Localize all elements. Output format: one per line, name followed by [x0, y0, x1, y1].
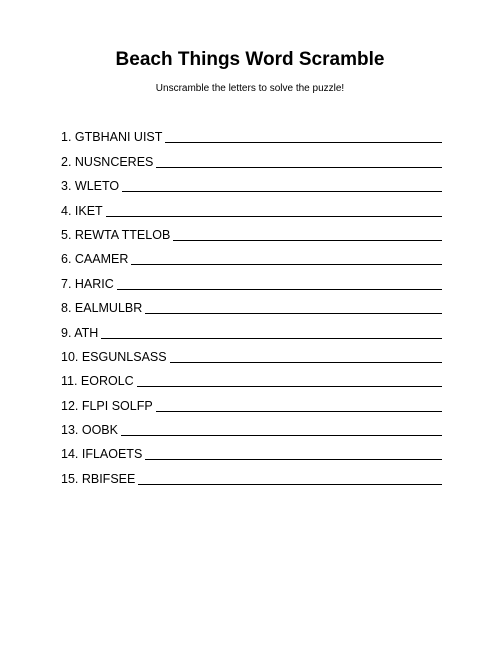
scrambled-word-label: 5. REWTA TTELOB — [61, 227, 171, 242]
scramble-question-14 — [61, 438, 442, 462]
scrambled-word-label: 11. EOROLC — [61, 374, 134, 389]
worksheet-title: Beach Things Word Scramble — [115, 49, 385, 70]
scramble-question-10 — [61, 341, 442, 365]
scrambled-word-label: 4. IKET — [61, 203, 103, 218]
scrambled-word-label: 10. ESGUNLSASS — [61, 349, 167, 364]
scrambled-word-label: 13. OOBK — [61, 423, 118, 438]
scramble-question-13 — [61, 414, 442, 438]
answer-blank-2[interactable] — [156, 167, 442, 168]
answer-blank-6[interactable] — [131, 264, 442, 265]
answer-blank-12[interactable] — [156, 411, 442, 412]
scramble-question-15 — [61, 462, 442, 486]
scramble-question-3 — [61, 170, 442, 194]
scrambled-word-label: 3. WLETO — [61, 179, 120, 194]
scramble-question-2 — [61, 145, 442, 169]
answer-blank-8[interactable] — [145, 313, 442, 314]
worksheet-instructions: Unscramble the letters to solve the puzzle! — [155, 83, 345, 94]
answer-blank-3[interactable] — [122, 191, 442, 192]
answer-blank-15[interactable] — [138, 484, 442, 485]
scrambled-word-label: 1. GTBHANI UIST — [61, 130, 163, 145]
answer-blank-11[interactable] — [137, 386, 442, 387]
scramble-question-4 — [61, 194, 442, 218]
scramble-question-5 — [61, 219, 442, 243]
scramble-question-8 — [61, 292, 442, 316]
scrambled-word-label: 12. FLPI SOLFP — [61, 398, 153, 413]
scrambled-word-label: 6. CAAMER — [61, 252, 129, 267]
answer-blank-13[interactable] — [121, 435, 442, 436]
scramble-question-7 — [61, 267, 442, 291]
scramble-question-1 — [61, 121, 442, 145]
scrambled-word-label: 8. EALMULBR — [61, 301, 143, 316]
scrambled-word-label: 9. ATH — [61, 325, 99, 340]
scrambled-word-label: 7. HARIC — [61, 276, 114, 291]
answer-blank-10[interactable] — [170, 362, 442, 363]
scrambled-word-label: 2. NUSNCERES — [61, 154, 154, 169]
scramble-question-12 — [61, 389, 442, 413]
answer-blank-5[interactable] — [173, 240, 442, 241]
scramble-question-11 — [61, 365, 442, 389]
scramble-question-list — [61, 121, 442, 487]
answer-blank-4[interactable] — [106, 216, 442, 217]
answer-blank-14[interactable] — [145, 459, 442, 460]
scrambled-word-label: 15. RBIFSEE — [61, 471, 136, 486]
scramble-question-6 — [61, 243, 442, 267]
scramble-question-9 — [61, 316, 442, 340]
answer-blank-9[interactable] — [101, 338, 442, 339]
answer-blank-7[interactable] — [117, 289, 442, 290]
scrambled-word-label: 14. IFLAOETS — [61, 447, 143, 462]
answer-blank-1[interactable] — [165, 142, 442, 143]
